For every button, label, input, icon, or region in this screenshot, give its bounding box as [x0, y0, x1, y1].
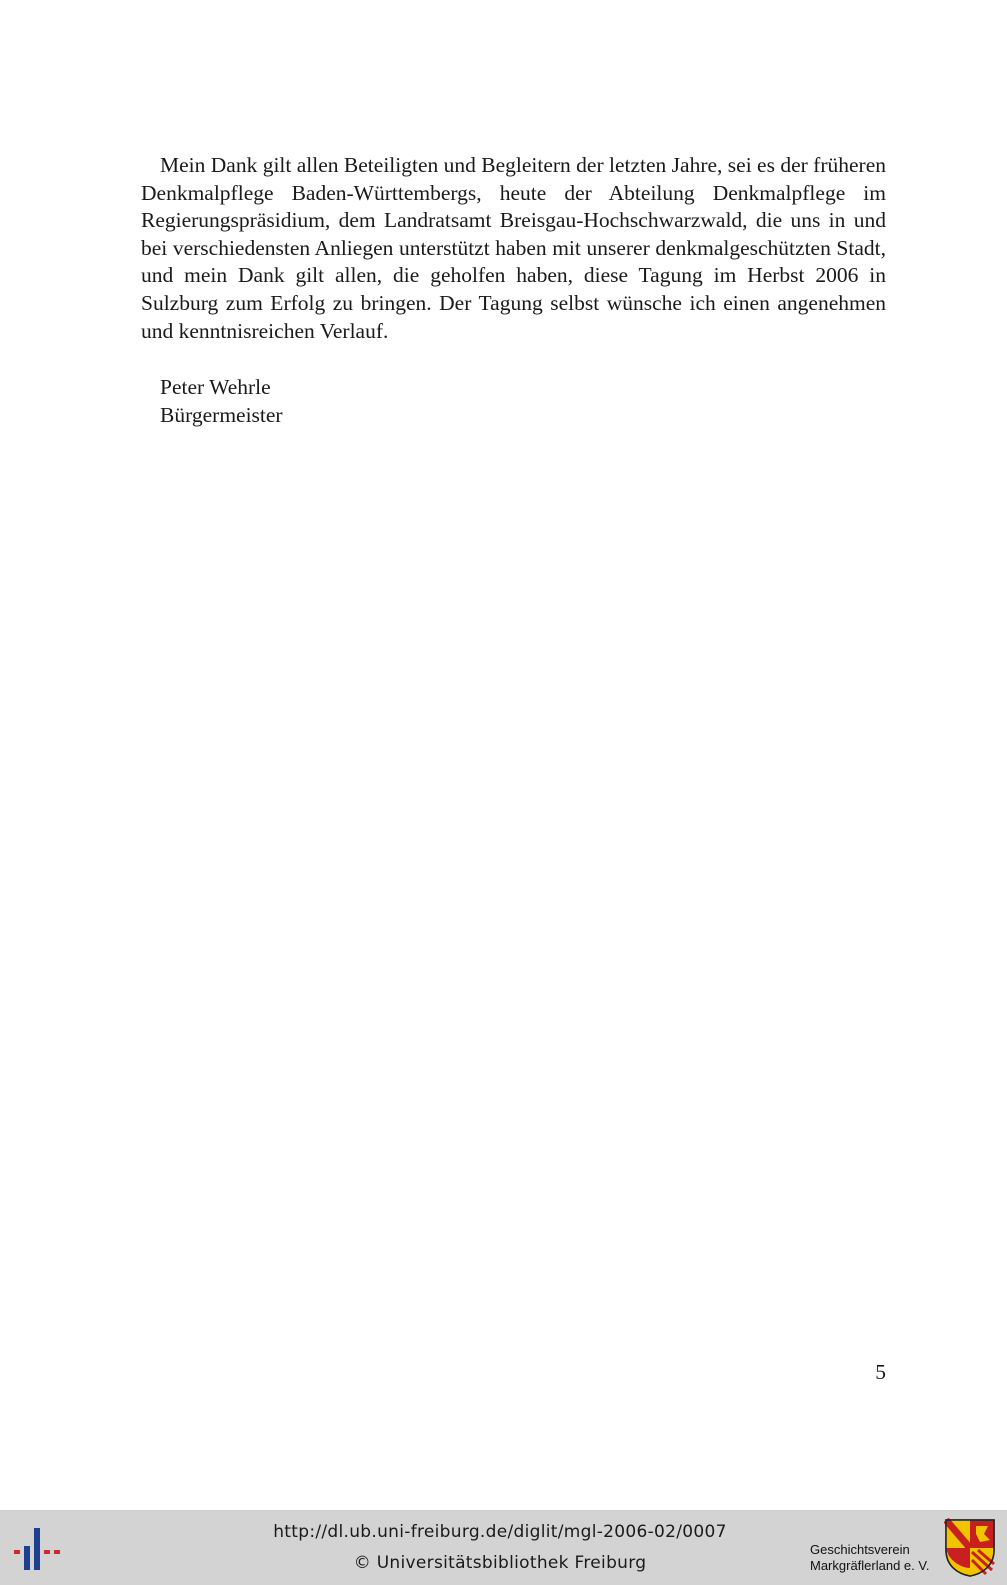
society-line-2: Markgräflerland e. V.	[810, 1558, 930, 1573]
footer-url-link[interactable]: http://dl.ub.uni-freiburg.de/diglit/mgl-2006-02/0007	[273, 1522, 727, 1542]
footer-bar	[0, 1510, 1007, 1585]
page-number: 5	[875, 1360, 886, 1384]
signature-title: Bürgermeister	[160, 402, 283, 427]
signature-name: Peter Wehrle	[160, 375, 271, 399]
markgraeflerland-crest-icon[interactable]	[944, 1518, 996, 1578]
society-line-1: Geschichtsverein	[810, 1542, 910, 1557]
body-paragraph: Mein Dank gilt allen Beteiligten und Begleitern der letzten Jahre, sei es der früheren Denkmalpflege Baden-Württembergs, heute der Abteilung Denkmalpflege im Regierungspräsidium, dem Landratsamt Breisgau-Hochschwarzwald, die uns in und bei verschiedensten Anliegen unterstützt haben mit unserer denkmalgeschützten Stadt, und mein Dank gilt allen, die geholfen haben, diese Tagung im Herbst 2006 in Sulzburg zum Erfolg zu bringen. Der Tagung selbst wünsche ich einen angenehmen und kenntnisreichen Verlauf.	[141, 153, 886, 343]
ub-freiburg-logo-icon[interactable]	[12, 1520, 68, 1578]
society-name	[810, 1542, 929, 1574]
footer-copyright: © Universitätsbibliothek Freiburg	[353, 1553, 647, 1573]
signature-block	[160, 374, 283, 429]
